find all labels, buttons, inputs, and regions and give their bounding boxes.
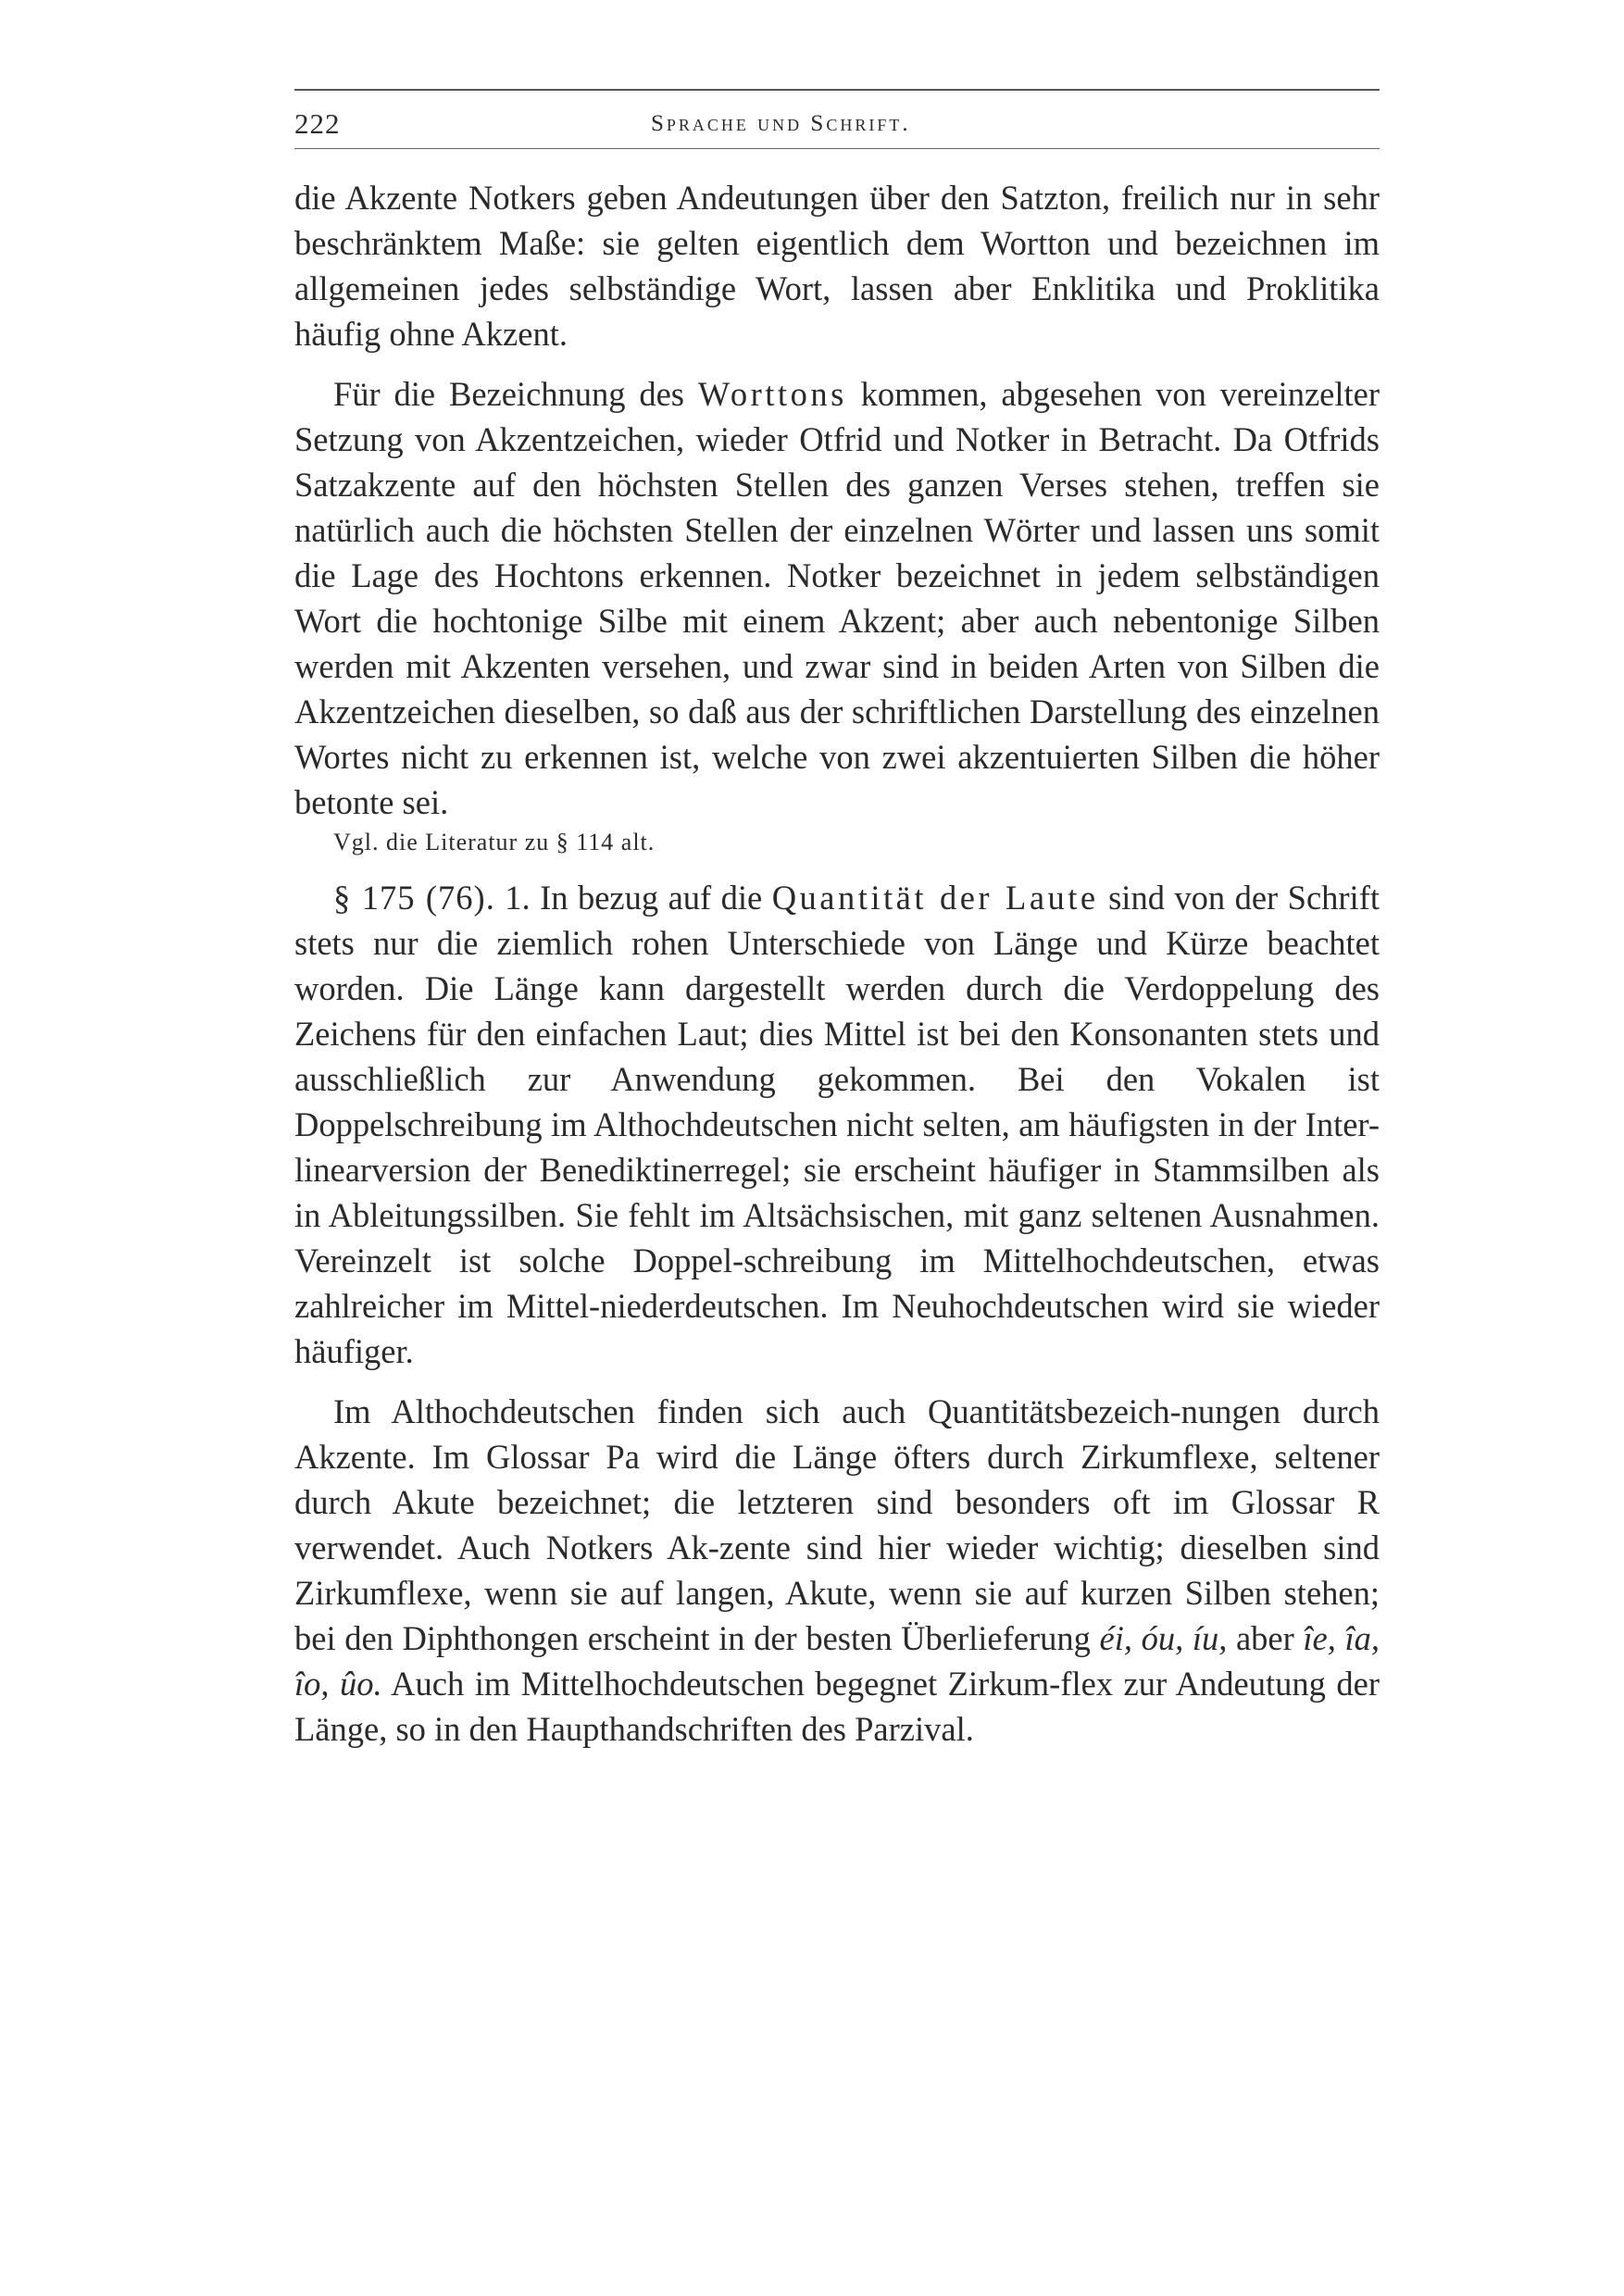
accent-examples-circumflex: îe, îa, îo, ûo. [294, 1619, 1380, 1703]
section-175-text: sind von der Schrift stets nur die ziemlich rohen Unterschiede von Länge und Kürze beachtet worden. Die Länge kann dargestellt werden durch die Verdoppelung des Zeichens für den einfachen Laut; dies Mittel ist bei den Konsonanten stets und ausschließlich zur Anwendung gekommen. Bei den Vokalen ist Doppelschreibung im Althochdeutschen nicht selten, am häufigsten in der Inter-linearversion der Benediktinerregel; sie erscheint häufiger in Stammsilben als in Ableitungssilben. Sie fehlt im Altsächsischen, mit ganz seltenen Ausnahmen. Vereinzelt ist solche Doppel-schreibung im Mittelhochdeutschen, etwas zahlreicher im Mittel-niederdeutschen. Im Neuhochdeutschen wird sie wieder häufiger. [294, 879, 1380, 1370]
accent-examples-acute: éi, óu, íu, [1099, 1619, 1228, 1657]
paragraph-2-text-b: kommen, abgesehen von vereinzelter Setzung von Akzentzeichen, wieder Otfrid und Notker in Betracht. Da Otfrids Satzakzente auf den höchsten Stellen des ganzen Verses stehen, treffen sie natürlich auch die höchsten Stellen der einzelnen Wörter und lassen uns somit die Lage des Hochtons erkennen. Notker bezeichnet in jedem selbständigen Wort die hochtonige Silbe mit einem Akzent; aber auch nebentonige Silben werden mit Akzenten versehen, und zwar sind in beiden Arten von Silben die Akzentzeichen dieselben, so daß aus der schriftlichen Darstellung des einzelnen Wortes nicht zu erkennen ist, welche von zwei akzentuierten Silben die höher betonte sei. [294, 375, 1380, 821]
header-rule-bottom [294, 148, 1380, 149]
page-number: 222 [294, 107, 341, 140]
literature-note: Vgl. die Literatur zu § 114 alt. [333, 829, 656, 855]
paragraph-2-text-a: Für die Bezeichnung des [333, 375, 698, 413]
section-number: § 175 (76). [333, 879, 495, 917]
paragraph-1-text: die Akzente Notkers geben Andeutungen über den Satzton, freilich nur in sehr beschränktem Maße: sie gelten eigentlich dem Wortton und bezeichnen im allgemeinen jedes selbständige Wort, lassen aber Enklitika und Proklitika häufig ohne Akzent. [294, 179, 1380, 353]
paragraph-4-text-mid: aber [1227, 1619, 1304, 1657]
running-head: Sprache und Schrift. [651, 111, 911, 136]
term-quantitaet-der-laute: Quantität der Laute [771, 879, 1099, 917]
paragraph-1 [294, 175, 1380, 356]
paragraph-4 [294, 1389, 1380, 1752]
section-175 [294, 875, 1380, 1374]
term-worttons: Worttons [697, 375, 847, 413]
book-page [294, 89, 1380, 1752]
paragraph-2 [294, 371, 1380, 825]
section-175-intro: 1. In bezug auf die [494, 879, 772, 917]
paragraph-4-text-b: Auch im Mittelhochdeutschen begegnet Zirkum-flex zur Andeutung der Länge, so in den Haupthandschriften des Parzival. [294, 1665, 1380, 1748]
page-header [294, 91, 1380, 148]
body-text [294, 175, 1380, 1752]
paragraph-4-text-a: Im Althochdeutschen finden sich auch Quantitätsbezeich-nungen durch Akzente. Im Glossar Pa wird die Länge öfters durch Zirkumflexe, seltener durch Akute bezeichnet; die letzteren sind besonders oft im Glossar R verwendet. Auch Notkers Ak-zente sind hier wieder wichtig; dieselben sind Zirkumflexe, wenn sie auf langen, Akute, wenn sie auf kurzen Silben stehen; bei den Diphthongen erscheint in der besten Überlieferung [294, 1392, 1380, 1657]
